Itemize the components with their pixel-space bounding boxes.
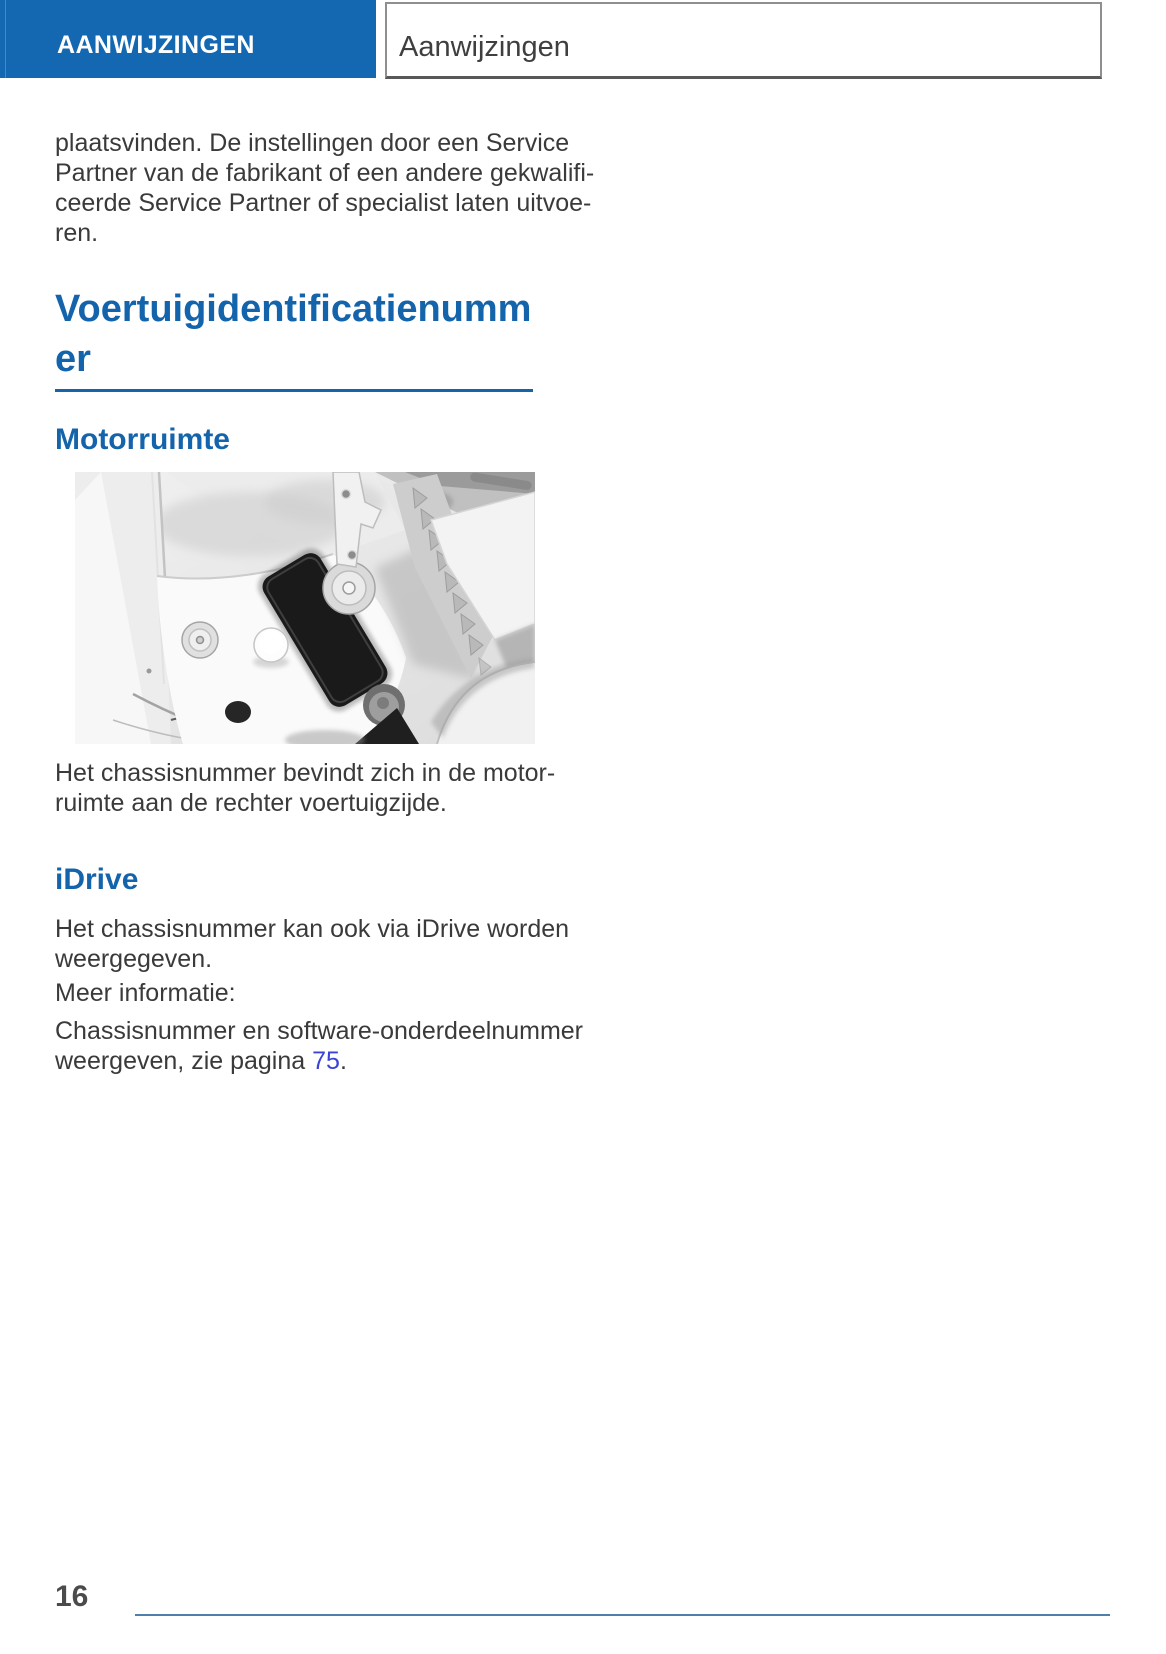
cross-reference-period: . (339, 1047, 347, 1075)
white-cap (253, 628, 289, 668)
running-header-box (385, 2, 1102, 79)
section-title (55, 284, 533, 392)
idrive-line: Het chassisnummer kan ook via iDrive worden (55, 915, 570, 943)
engine-compartment-illustration (75, 472, 535, 744)
caption-line: ruimte aan de rechter voertuigzijde. (55, 789, 447, 817)
intro-line: ceerde Service Partner of specialist laten uitvoe- (55, 189, 592, 217)
intro-paragraph (55, 128, 594, 248)
cross-reference-line (55, 1046, 583, 1076)
cross-reference-text: weergeven, zie pagina (55, 1047, 313, 1075)
engine-compartment-illustration-svg (75, 472, 535, 744)
section-title-line: er (55, 338, 91, 380)
footer-rule (135, 1614, 1110, 1616)
subsection-heading-motorruimte: Motorruimte (55, 423, 230, 456)
cross-reference (55, 1016, 583, 1076)
idrive-line: weergegeven. (55, 945, 213, 973)
running-header-title: Aanwijzingen (399, 30, 570, 63)
caption-line: Het chassisnummer bevindt zich in de motor- (55, 759, 556, 787)
more-info-label: Meer informatie: (55, 979, 236, 1007)
grommet-small (182, 622, 218, 658)
intro-line: plaatsvinden. De instellingen door een Service (55, 129, 570, 157)
small-hole (225, 701, 251, 723)
intro-line: ren. (55, 219, 99, 247)
motorruimte-caption (55, 758, 555, 818)
chapter-banner-label: AANWIJZINGEN (57, 30, 255, 59)
page-75-link[interactable]: 75 (312, 1047, 340, 1075)
grommet-large (323, 562, 375, 614)
intro-line: Partner van de fabrikant of een andere gekwalifi- (55, 159, 595, 187)
page-number: 16 (55, 1580, 89, 1613)
chapter-banner (0, 0, 376, 78)
subsection-heading-idrive: iDrive (55, 863, 139, 896)
cross-reference-line: Chassisnummer en software-onderdeelnummer (55, 1017, 584, 1045)
idrive-paragraph (55, 914, 569, 974)
section-title-line: Voertuigidentificatienumm (55, 288, 532, 330)
